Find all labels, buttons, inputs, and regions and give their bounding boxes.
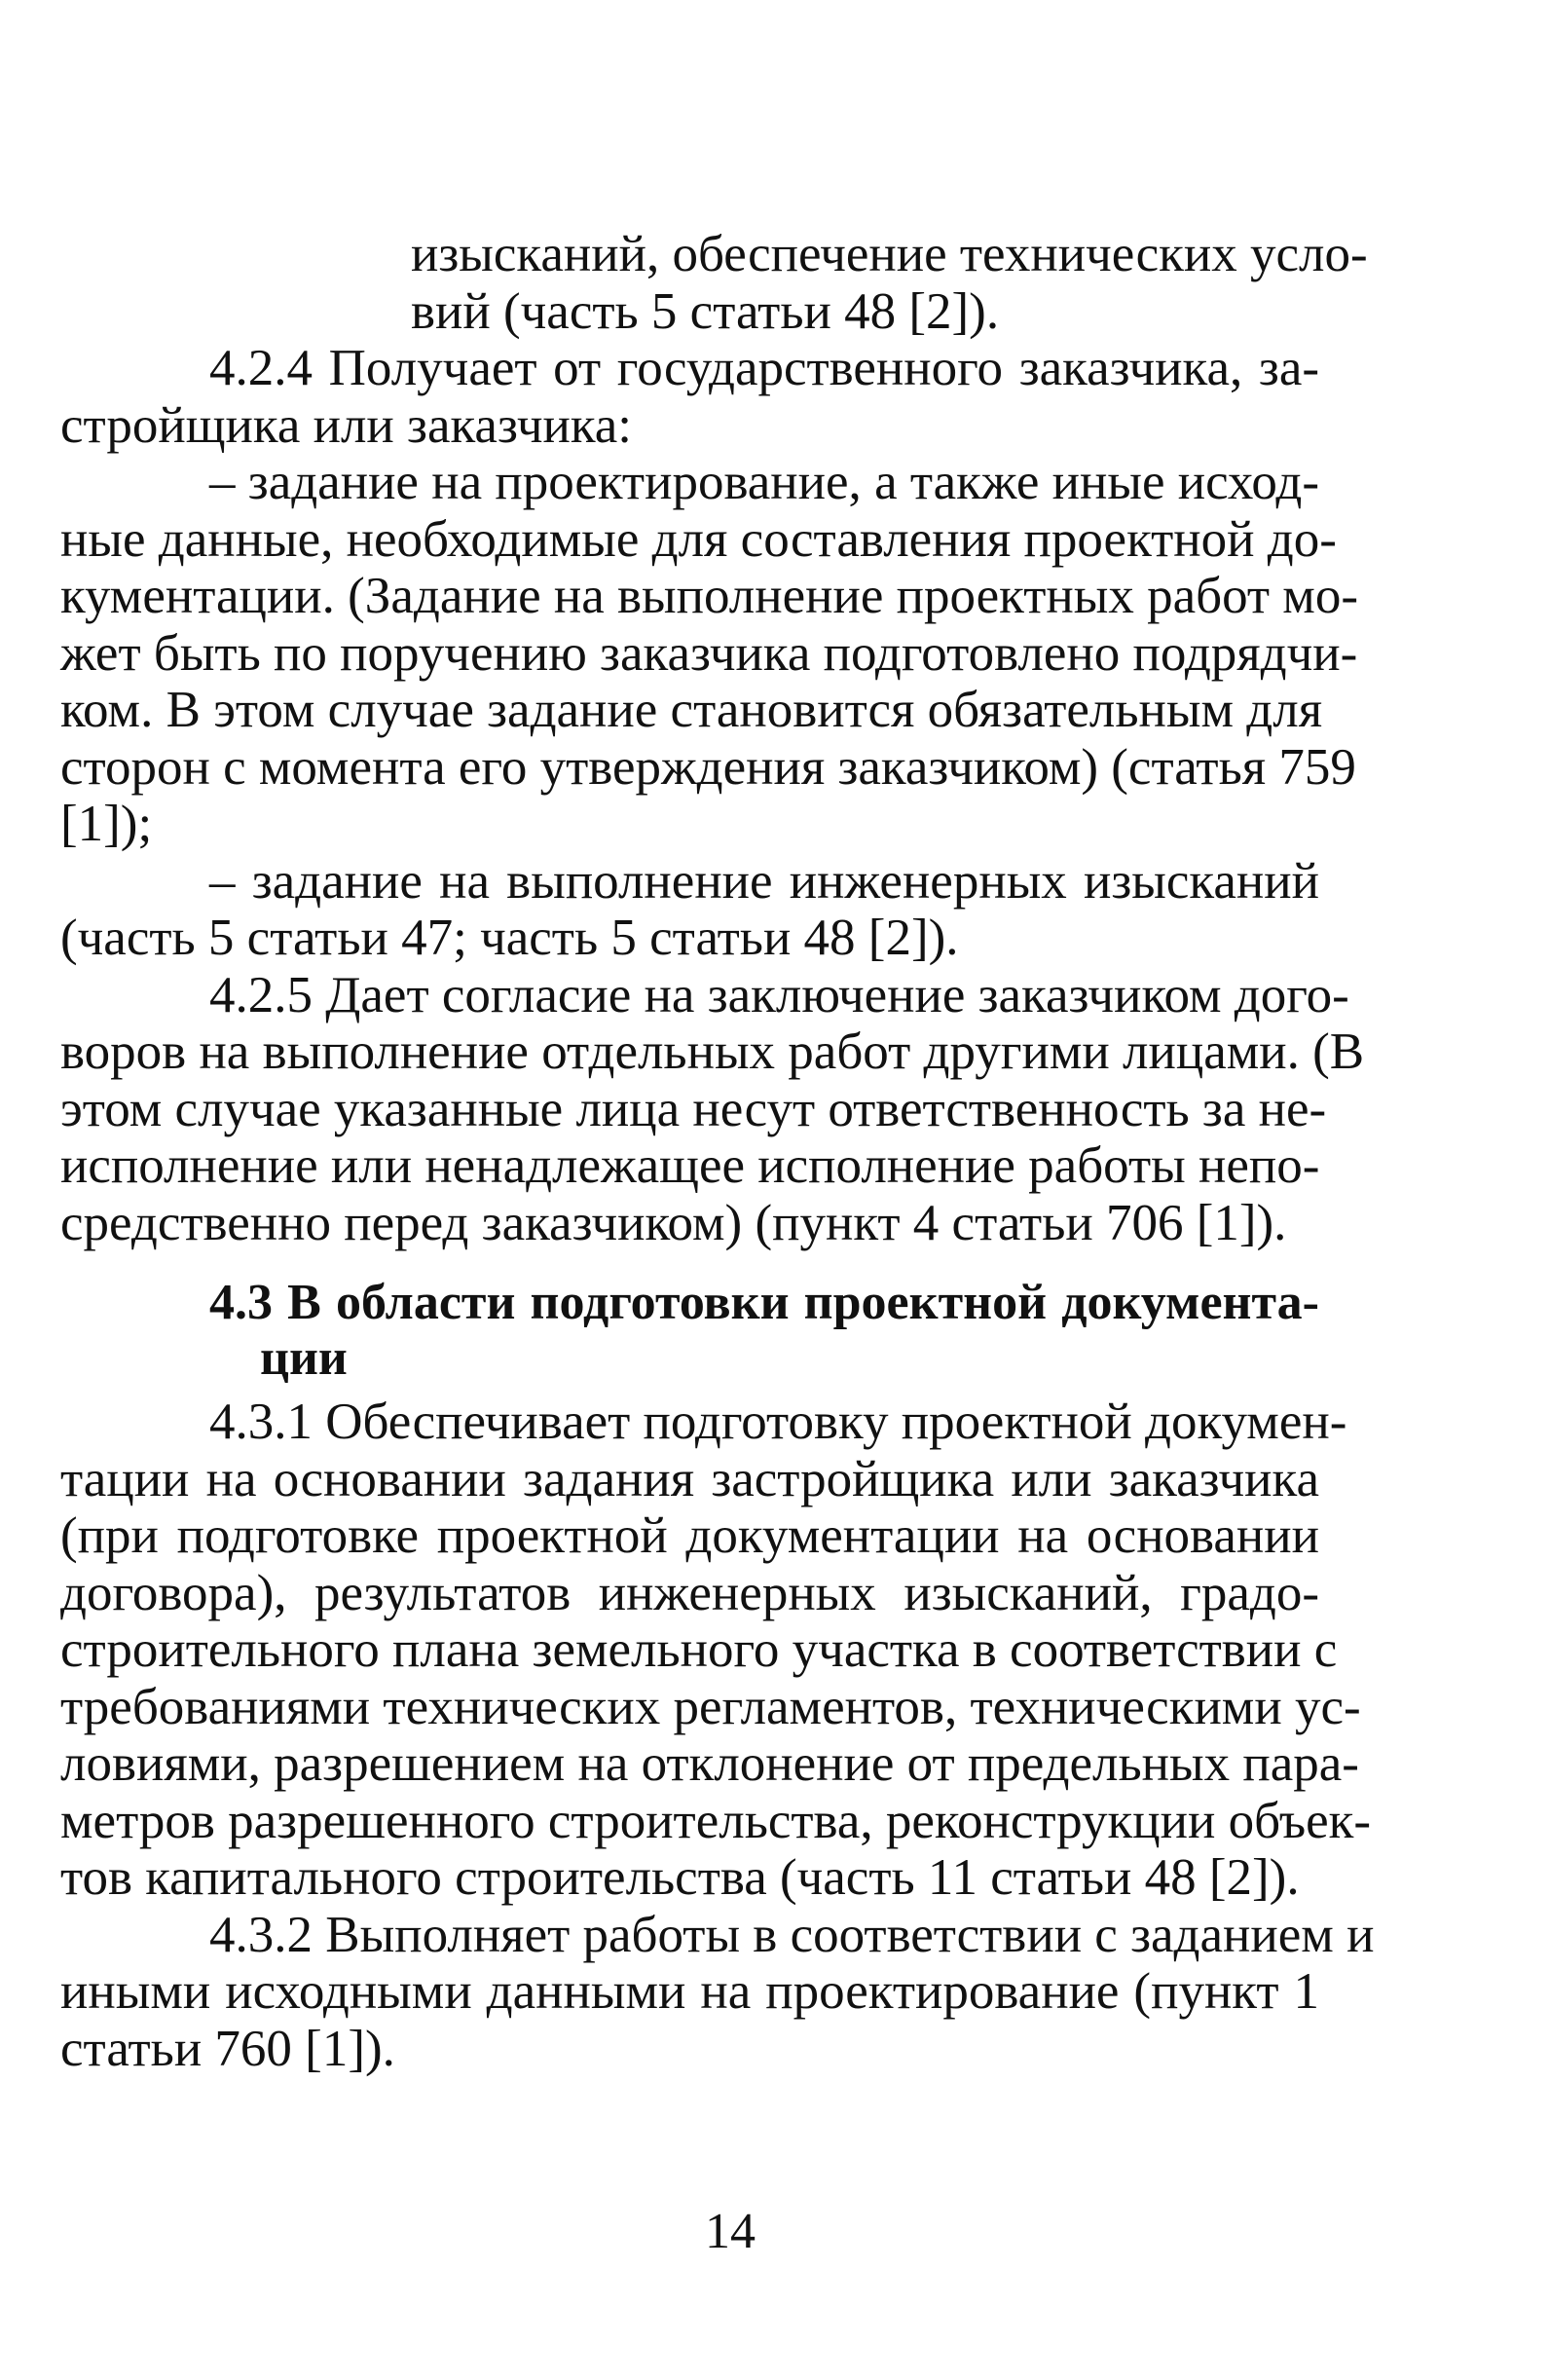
text-line: – задание на проектирование, а также иные исход- bbox=[209, 454, 1319, 510]
paragraph-4-2-5 bbox=[60, 966, 1365, 1252]
heading-line: 4.3 В области подготовки проектной документа- bbox=[209, 1275, 1319, 1330]
paragraph-4-3-2 bbox=[60, 1906, 1375, 2078]
text-line: воров на выполнение отдельных работ другими лицами. (В bbox=[60, 1023, 1365, 1080]
text-line: (при подготовке проектной документации на основании bbox=[60, 1507, 1319, 1564]
text-line: метров разрешенного строительства, реконструкции объек- bbox=[60, 1792, 1372, 1849]
text-line: ловиями, разрешением на отклонение от предельных пара- bbox=[60, 1735, 1359, 1792]
text-line: 4.2.5 Дает согласие на заключение заказчиком дого- bbox=[209, 966, 1349, 1023]
text-line: – задание на выполнение инженерных изысканий bbox=[209, 852, 1319, 910]
text-line: 4.3.1 Обеспечивает подготовку проектной докумен- bbox=[209, 1394, 1347, 1450]
text-line: исполнение или ненадлежащее исполнение работы непо- bbox=[60, 1137, 1320, 1194]
section-heading-4-3 bbox=[60, 1275, 1319, 1386]
text-line: тации на основании задания застройщика или заказчика bbox=[60, 1450, 1319, 1507]
text-line: требованиями технических регламентов, техническими ус- bbox=[60, 1678, 1361, 1735]
text-line: вий (часть 5 статьи 48 [2]). bbox=[411, 282, 1000, 340]
text-line: статьи 760 [1]). bbox=[60, 2020, 395, 2077]
text-line: иными исходными данными на проектирование (пункт 1 bbox=[60, 1963, 1319, 2020]
text-line: кументации. (Задание на выполнение проектных работ мо- bbox=[60, 568, 1358, 624]
text-line: (часть 5 статьи 47; часть 5 статьи 48 [2]). bbox=[60, 910, 959, 966]
paragraph-4-3-1 bbox=[60, 1394, 1372, 1907]
page-body bbox=[60, 226, 1375, 2077]
text-line: сторон с момента его утверждения заказчиком) (статья 759 bbox=[60, 738, 1356, 796]
text-line: жет быть по поручению заказчика подготовлено подрядчи- bbox=[60, 624, 1358, 682]
text-line: 4.2.4 Получает от государственного заказчика, за- bbox=[209, 340, 1319, 396]
heading-line: ции bbox=[260, 1330, 348, 1386]
continuation-paragraph bbox=[60, 226, 1368, 340]
list-item-survey-assignment bbox=[60, 853, 1319, 967]
text-line: [1]); bbox=[60, 796, 153, 852]
text-line: средственно перед заказчиком) (пункт 4 статьи 706 [1]). bbox=[60, 1194, 1287, 1251]
text-line: 4.3.2 Выполняет работы в соответствии с заданием и bbox=[209, 1906, 1375, 1963]
paragraph-4-2-4 bbox=[60, 340, 1319, 454]
text-line: этом случае указанные лица несут ответственность за не- bbox=[60, 1080, 1327, 1137]
text-line: тов капитального строительства (часть 11 статьи 48 [2]). bbox=[60, 1849, 1300, 1906]
text-line: строительного плана земельного участка в соответствии с bbox=[60, 1621, 1338, 1678]
text-line: стройщика или заказчика: bbox=[60, 396, 633, 454]
text-line: договора), результатов инженерных изысканий, градо- bbox=[60, 1564, 1319, 1621]
text-line: ком. В этом случае задание становится обязательным для bbox=[60, 682, 1323, 738]
list-item-design-assignment bbox=[60, 454, 1358, 853]
page-number: 14 bbox=[705, 2204, 756, 2259]
text-line: изысканий, обеспечение технических усло- bbox=[411, 226, 1368, 282]
text-line: ные данные, необходимые для составления проектной до- bbox=[60, 510, 1337, 568]
